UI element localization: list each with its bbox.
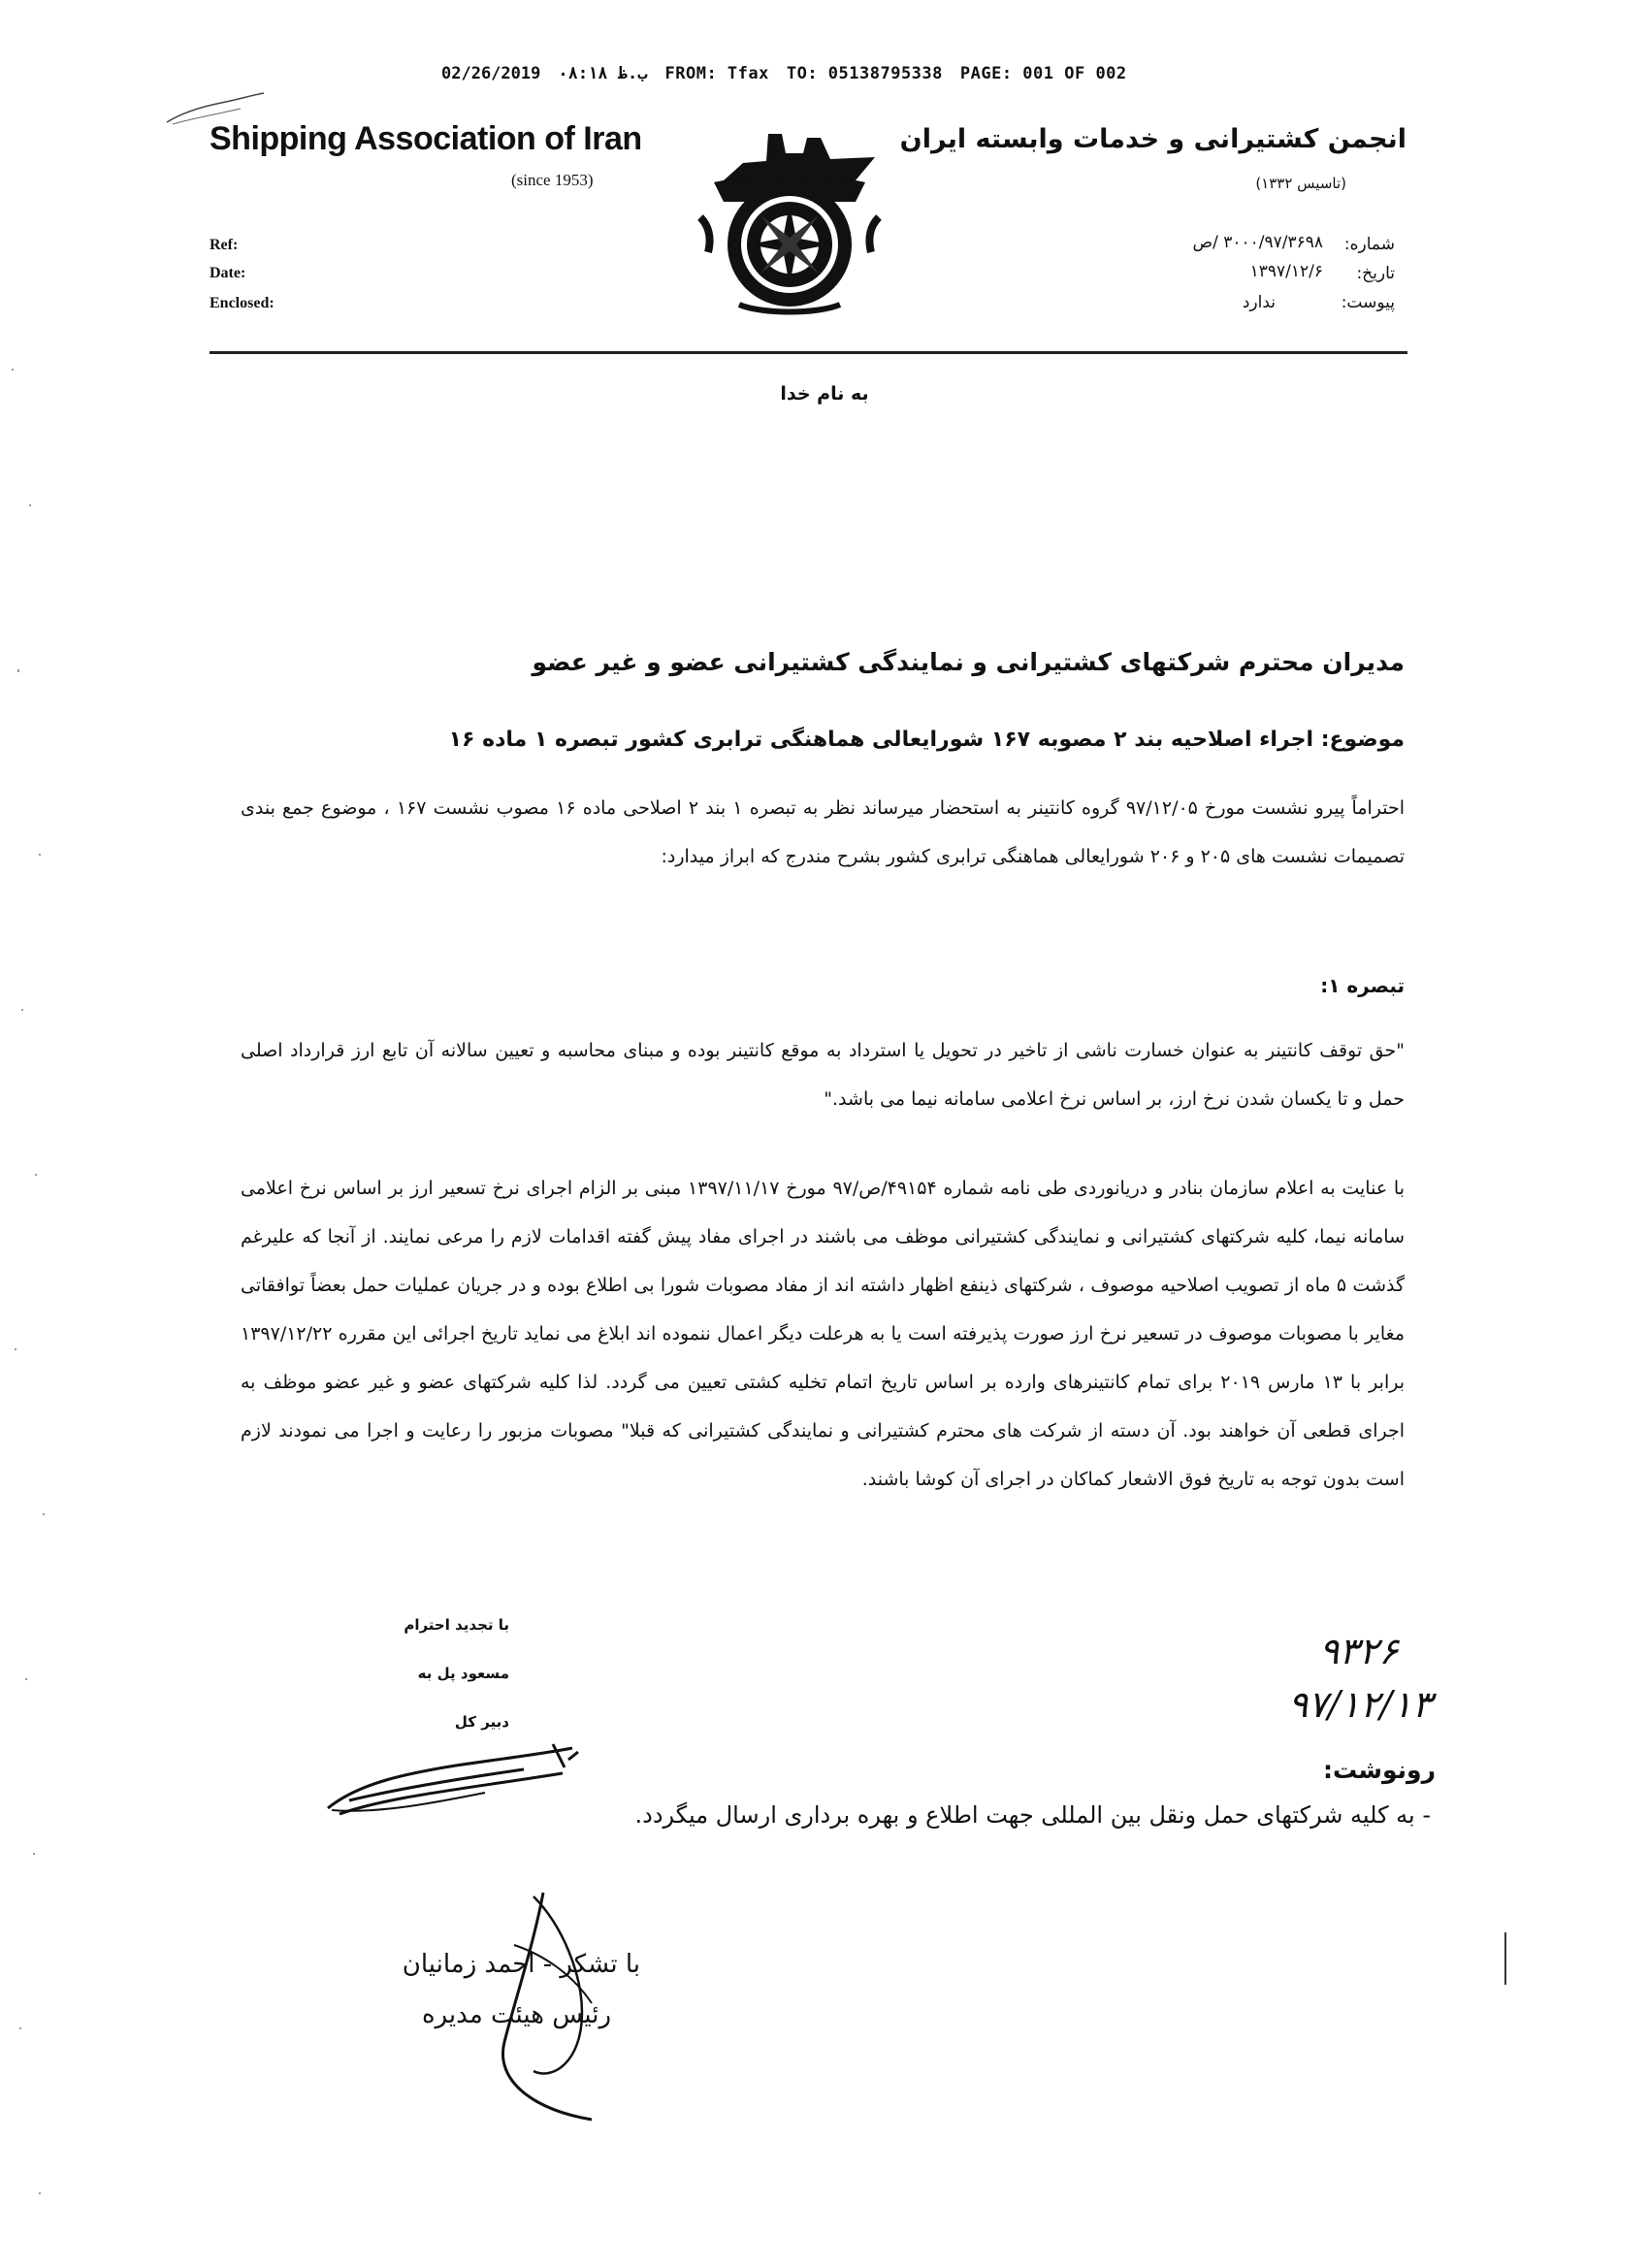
enclosure-label: پیوست: [1341,293,1395,312]
ref-label: Ref: [210,237,239,253]
subject-line: موضوع: اجراء اصلاحیه بند ۲ مصوبه ۱۶۷ شورایعالی هماهنگی ترابری کشور تبصره ۱ ماده ۱۶ [448,728,1405,752]
basmala: به نام خدا [780,383,869,405]
fax-from: FROM: Tfax [664,64,769,83]
cc-line: - به کلیه شرکتهای حمل ونقل بین المللی جهت اطلاع و بهره برداری ارسال میگردد. [634,1801,1431,1829]
number-label: شماره: [1343,235,1395,254]
enclosed-label: Enclosed: [210,295,275,311]
fax-time: ب.ظ ۰۸:۱۸ [558,64,648,83]
note-quote: "حق توقف کانتینر به عنوان خسارت ناشی از تاخیر در تحویل یا استرداد به موقع کانتینر بوده و مبنای محاسبه و تعیین سالانه آن تابع ارز قرارداد اصلی حمل و تا یکسان شدن نرخ ارز، بر اساس نرخ اعلامی سامانه نیما می باشد." [241,1040,1405,1110]
scan-noise-left [0,0,107,2268]
cc-label: رونوشت: [1322,1756,1436,1784]
fax-page: PAGE: 001 OF 002 [959,64,1127,83]
signatory-title: دبیر کل [454,1713,509,1731]
header-divider [210,351,1407,354]
org-name-en: Shipping Association of Iran [210,120,642,157]
ship-compass-logo [685,124,894,318]
fax-to: TO: 05138795338 [786,64,943,83]
fax-date: 02/26/2019 [441,64,541,83]
org-name-fa: انجمن کشتیرانی و خدمات وابسته ایران [899,124,1406,154]
handwritten-date: ۹۷/۱۲/۱۳ [1288,1683,1433,1726]
margin-mark [1502,1930,1509,1989]
chairman-name: با تشکر - احمد زمانیان [402,1950,640,1979]
fax-header [441,64,1145,83]
since-fa: (تاسیس ۱۳۳۲) [1255,175,1346,192]
paragraph-intro: احتراماً پیرو نشست مورخ ۹۷/۱۲/۰۵ گروه کانتینر به استحضار میرساند نظر به تبصره ۱ بند ۲ اصلاحی ماده ۱۶ مصوب نشست ۱۶۷ ، موضوع جمع بندی تصمیمات نشست های ۲۰۵ و ۲۰۶ شورایعالی هماهنگی ترابری کشور بشرح مندرج که ابراز میدارد: [241,797,1406,867]
date-value-fa: ۱۳۹۷/۱۲/۶ [1249,262,1323,281]
handwritten-number: ۹۳۲۶ [1319,1630,1399,1672]
note-title: تبصره ۱: [1320,974,1405,997]
paragraph-main: با عنایت به اعلام سازمان بنادر و دریانوردی طی نامه شماره ۴۹۱۵۴/ص/۹۷ مورخ ۱۳۹۷/۱۱/۱۷ مبنی بر الزام اجرای نرخ تسعیر ارز بر اساس نرخ اعلامی سامانه نیما، کلیه شرکتهای کشتیرانی و نمایندگی کشتیرانی موظف می باشند در اجرای مفاد پیش گفته اقدامات لازم را مرعی نمایند. از آنجا که علیرغم گذشت ۵ ماه از تصویب اصلاحیه موصوف ، شرکتهای ذینفع اظهار داشته اند از مفاد مصوبات شورا بی اطلاع بوده و در جریان عملیات حمل بعضاً توافقاتی مغایر با مصوبات موصوف در تسعیر نرخ ارز صورت پذیرفته است یا به هرعلت دیگر اعمال ننموده اند ابلاغ می نماید تاریخ اجرائی این مقرره ۱۳۹۷/۱۲/۲۲ برابر با ۱۳ مارس ۲۰۱۹ برای تمام کانتینرهای وارده بر اساس تاریخ اتمام تخلیه کشتی تعیین می گردد. لذا کلیه شرکتهای عضو و غیر عضو موظف به اجرای قطعی آن خواهند بود. آن دسته از شرکت های محترم کشتیرانی و نمایندگی کشتیرانی که قبلا" مصوبات مزبور را رعایت و اجرا می نمودند لازم است بدون توجه به تاریخ فوق الاشعار کماکان در اجرای آن کوشا باشند. [241,1178,1406,1490]
signature-secretary [320,1725,592,1822]
date-label-fa: تاریخ: [1356,264,1395,283]
signature-chairman [475,1887,630,2139]
closing-phrase: با تجدید احترام [404,1616,509,1634]
number-value: ۳۰۰۰/۹۷/۳۶۹۸ /ص [1192,233,1323,252]
chairman-title: رئیس هیئت مدیره [421,2000,611,2029]
signatory-name: مسعود پل به [417,1665,509,1682]
addressee: مدیران محترم شرکتهای کشتیرانی و نمایندگی کشتیرانی عضو و غیر عضو [532,648,1405,676]
since-en: (since 1953) [511,171,594,189]
enclosure-value: ندارد [1242,293,1276,312]
date-label-en: Date: [210,265,246,281]
